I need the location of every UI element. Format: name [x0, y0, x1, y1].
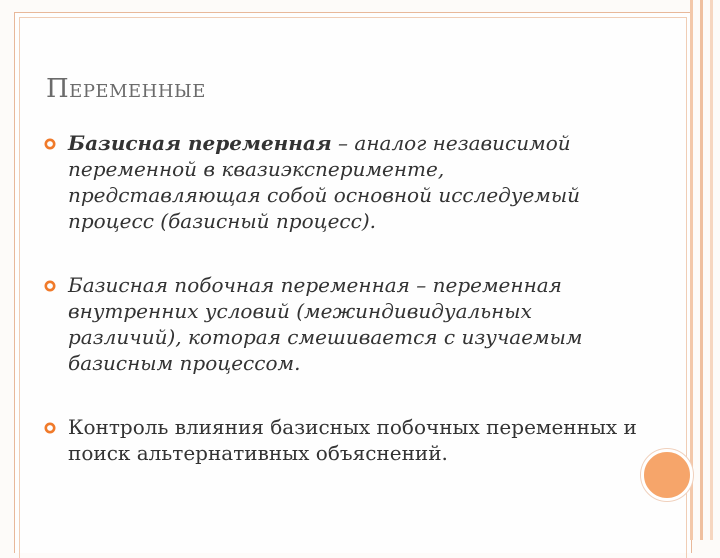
- bullet-text: Базисная побочная переменная – переменная внутренних условий (межиндивидуальных различий), которая смешивается с изучаемым базисным процессом.: [68, 273, 583, 375]
- side-stripe: [700, 0, 703, 540]
- ring-bullet-icon: [44, 138, 56, 150]
- bullet-rest: – аналог независимой переменной в квазиэксперименте, представляющая собой основной исследуемый процесс (базисный процесс).: [68, 131, 581, 233]
- bullet-item: [40, 272, 640, 376]
- bullet-item: [40, 130, 640, 234]
- ring-bullet-icon: [44, 280, 56, 292]
- bullet-lead: Базисная переменная: [68, 131, 332, 155]
- side-stripe: [710, 0, 713, 540]
- slide-title: Переменные: [46, 74, 206, 104]
- side-stripe: [690, 0, 693, 540]
- bullet-text: [68, 130, 640, 234]
- bullet-text: Контроль влияния базисных побочных переменных и поиск альтернативных объяснений.: [68, 415, 637, 465]
- bullet-item: [40, 414, 640, 466]
- decor-circle: [641, 449, 693, 501]
- bullet-list: [40, 130, 640, 504]
- ring-bullet-icon: [44, 422, 56, 434]
